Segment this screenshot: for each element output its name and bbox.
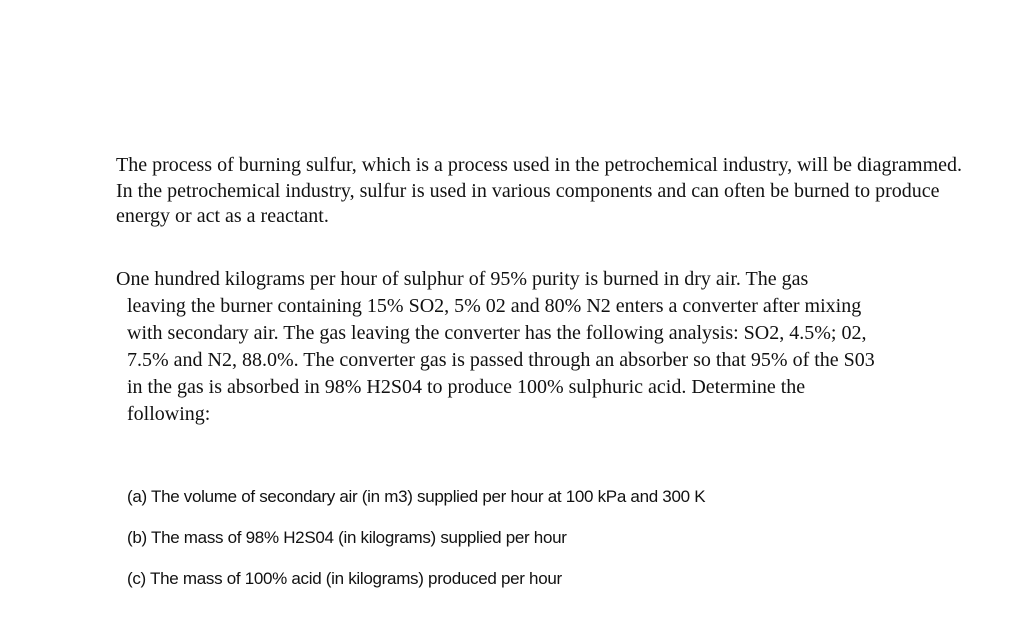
question-list: [127, 486, 705, 609]
problem-statement: [116, 266, 956, 428]
question-item-b: (b) The mass of 98% H2S04 (in kilograms) supplied per hour: [127, 528, 567, 547]
problem-line: in the gas is absorbed in 98% H2S04 to produce 100% sulphuric acid. Determine the: [127, 376, 806, 398]
problem-line: leaving the burner containing 15% SO2, 5% 02 and 80% N2 enters a converter after mixing: [127, 295, 862, 317]
question-item-c: (c) The mass of 100% acid (in kilograms) produced per hour: [127, 569, 562, 588]
problem-line: One hundred kilograms per hour of sulphur of 95% purity is burned in dry air. The gas: [116, 268, 809, 290]
intro-paragraph: The process of burning sulfur, which is a process used in the petrochemical industry, will be diagrammed. In the petrochemical industry, sulfur is used in various components and can often be burned to produce energy or act as a reactant.: [116, 154, 963, 227]
problem-line: with secondary air. The gas leaving the converter has the following analysis: SO2, 4.5%; 02,: [127, 322, 867, 344]
problem-line: following:: [127, 403, 211, 425]
problem-line: 7.5% and N2, 88.0%. The converter gas is passed through an absorber so that 95% of the S03: [127, 349, 875, 371]
question-item-a: (a) The volume of secondary air (in m3) supplied per hour at 100 kPa and 300 K: [127, 487, 706, 506]
